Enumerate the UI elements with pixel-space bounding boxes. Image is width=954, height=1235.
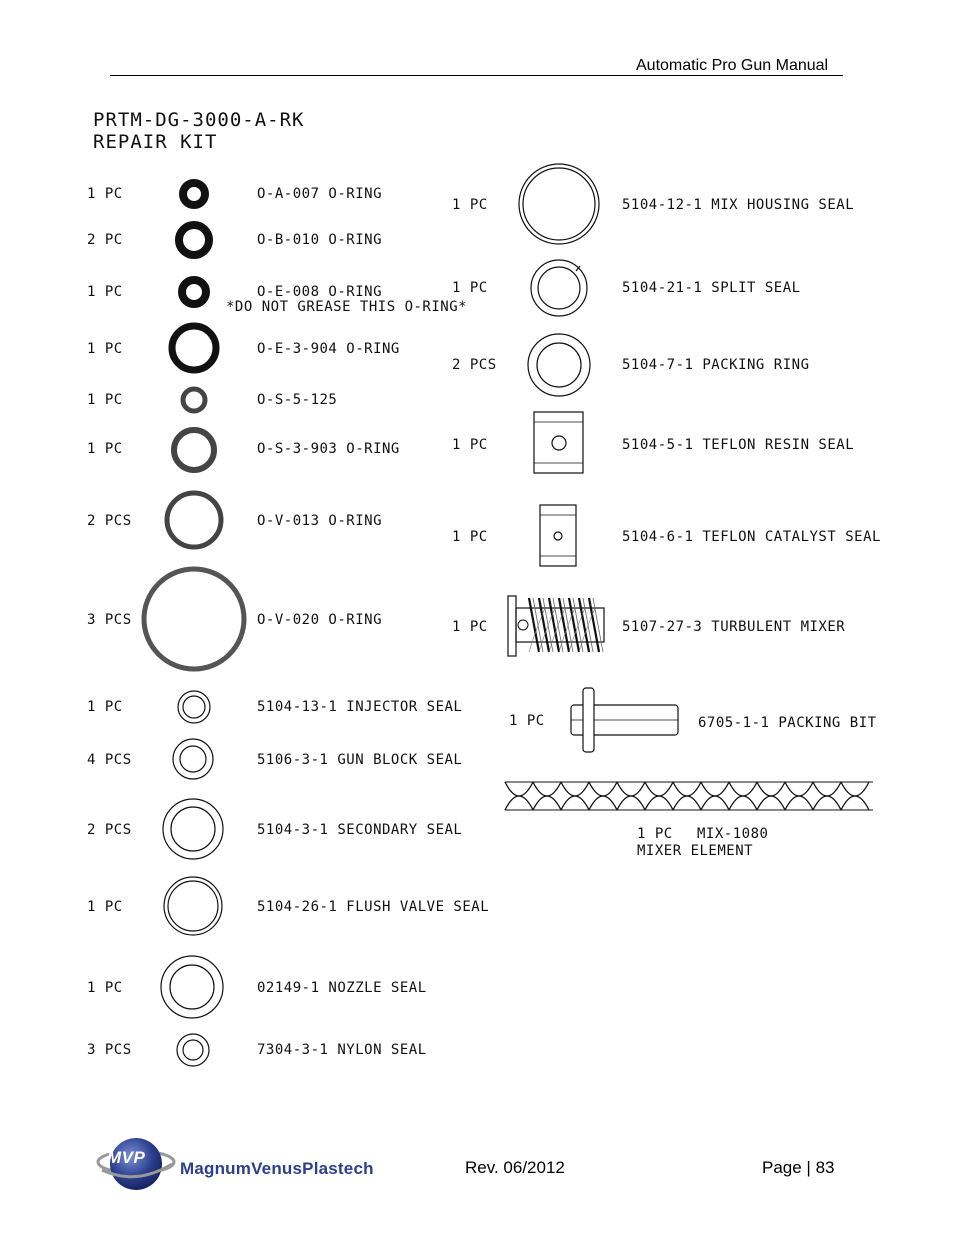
qty-gun-block-seal: 4 PCS: [87, 752, 132, 768]
o-ring-drawing-o-s-3-903: [166, 422, 222, 478]
kit-part-number: PRTM-DG-3000-A-RK: [93, 109, 305, 131]
desc-o-s-5-125: O-S-5-125: [257, 392, 338, 408]
desc-o-s-3-903: O-S-3-903 O-RING: [257, 441, 400, 457]
o-ring-drawing-o-v-013: [158, 484, 230, 556]
nozzle-seal-drawing: [158, 953, 226, 1021]
qty-o-b-010: 2 PC: [87, 232, 123, 248]
desc-split-seal: 5104-21-1 SPLIT SEAL: [622, 280, 801, 296]
desc-o-b-010: O-B-010 O-RING: [257, 232, 383, 248]
desc-injector-seal: 5104-13-1 INJECTOR SEAL: [257, 699, 463, 715]
qty-teflon-catalyst-seal: 1 PC: [452, 529, 488, 545]
desc-o-e-008: O-E-008 O-RING: [257, 284, 383, 300]
flush-valve-seal-drawing: [161, 874, 225, 938]
o-ring-drawing-o-s-5-125: [176, 382, 212, 418]
desc-flush-valve-seal: 5104-26-1 FLUSH VALVE SEAL: [257, 899, 490, 915]
gun-block-seal-drawing: [170, 736, 216, 782]
qty-secondary-seal: 2 PCS: [87, 822, 132, 838]
o-ring-drawing-o-e-3-904: [164, 318, 224, 378]
mvp-logo-text: MVP: [107, 1148, 146, 1167]
qty-packing-bit: 1 PC: [509, 713, 545, 729]
qty-o-v-013: 2 PCS: [87, 513, 132, 529]
qty-nozzle-seal: 1 PC: [87, 980, 123, 996]
qty-o-a-007: 1 PC: [87, 186, 123, 202]
qty-mix-housing-seal: 1 PC: [452, 197, 488, 213]
desc-o-e-3-904: O-E-3-904 O-RING: [257, 341, 400, 357]
brand-name: MagnumVenusPlastech: [180, 1159, 374, 1178]
desc-nylon-seal: 7304-3-1 NYLON SEAL: [257, 1042, 427, 1058]
revision-date: Rev. 06/2012: [465, 1158, 565, 1177]
qty-teflon-resin-seal: 1 PC: [452, 437, 488, 453]
teflon-catalyst-seal-drawing: [538, 503, 580, 569]
packing-bit-drawing: [568, 686, 682, 754]
qty-o-s-3-903: 1 PC: [87, 441, 123, 457]
mix-housing-seal-drawing: [514, 162, 604, 248]
kit-name: REPAIR KIT: [93, 131, 218, 153]
qty-o-s-5-125: 1 PC: [87, 392, 123, 408]
desc-turbulent-mixer: 5107-27-3 TURBULENT MIXER: [622, 619, 846, 635]
desc-packing-ring: 5104-7-1 PACKING RING: [622, 357, 810, 373]
desc-packing-bit: 6705-1-1 PACKING BIT: [698, 715, 877, 731]
header-divider: [110, 75, 843, 76]
injector-seal-drawing: [174, 687, 214, 727]
o-ring-drawing-o-a-007: [170, 170, 218, 218]
o-ring-drawing-o-e-008: [170, 268, 218, 316]
desc-mix-housing-seal: 5104-12-1 MIX HOUSING SEAL: [622, 197, 855, 213]
desc-secondary-seal: 5104-3-1 SECONDARY SEAL: [257, 822, 463, 838]
qty-o-e-3-904: 1 PC: [87, 341, 123, 357]
desc-teflon-resin-seal: 5104-5-1 TEFLON RESIN SEAL: [622, 437, 855, 453]
secondary-seal-drawing: [160, 796, 226, 862]
qty-injector-seal: 1 PC: [87, 699, 123, 715]
desc-mixer-element: MIXER ELEMENT: [637, 843, 754, 859]
turbulent-mixer-drawing: [505, 592, 609, 660]
qty-o-e-008: 1 PC: [87, 284, 123, 300]
teflon-resin-seal-drawing: [532, 410, 586, 476]
desc-nozzle-seal: 02149-1 NOZZLE SEAL: [257, 980, 427, 996]
qty-packing-ring: 2 PCS: [452, 357, 497, 373]
nylon-seal-drawing: [174, 1031, 212, 1069]
grease-warning-note: *DO NOT GREASE THIS O-RING*: [226, 299, 468, 315]
split-seal-drawing: [526, 257, 592, 319]
qty-nylon-seal: 3 PCS: [87, 1042, 132, 1058]
o-ring-drawing-o-v-020: [138, 563, 250, 675]
mixer-element-drawing: [503, 778, 875, 814]
qty-split-seal: 1 PC: [452, 280, 488, 296]
desc-o-v-013: O-V-013 O-RING: [257, 513, 383, 529]
part-mixer-element: MIX-1080: [697, 826, 769, 842]
manual-title: Automatic Pro Gun Manual: [636, 57, 829, 74]
qty-turbulent-mixer: 1 PC: [452, 619, 488, 635]
desc-gun-block-seal: 5106-3-1 GUN BLOCK SEAL: [257, 752, 463, 768]
packing-ring-drawing: [524, 330, 594, 400]
desc-o-a-007: O-A-007 O-RING: [257, 186, 383, 202]
page-number: Page | 83: [762, 1158, 835, 1177]
qty-mixer-element: 1 PC: [637, 826, 673, 842]
qty-flush-valve-seal: 1 PC: [87, 899, 123, 915]
desc-o-v-020: O-V-020 O-RING: [257, 612, 383, 628]
o-ring-drawing-o-b-010: [168, 214, 220, 266]
qty-o-v-020: 3 PCS: [87, 612, 132, 628]
desc-teflon-catalyst-seal: 5104-6-1 TEFLON CATALYST SEAL: [622, 529, 881, 545]
